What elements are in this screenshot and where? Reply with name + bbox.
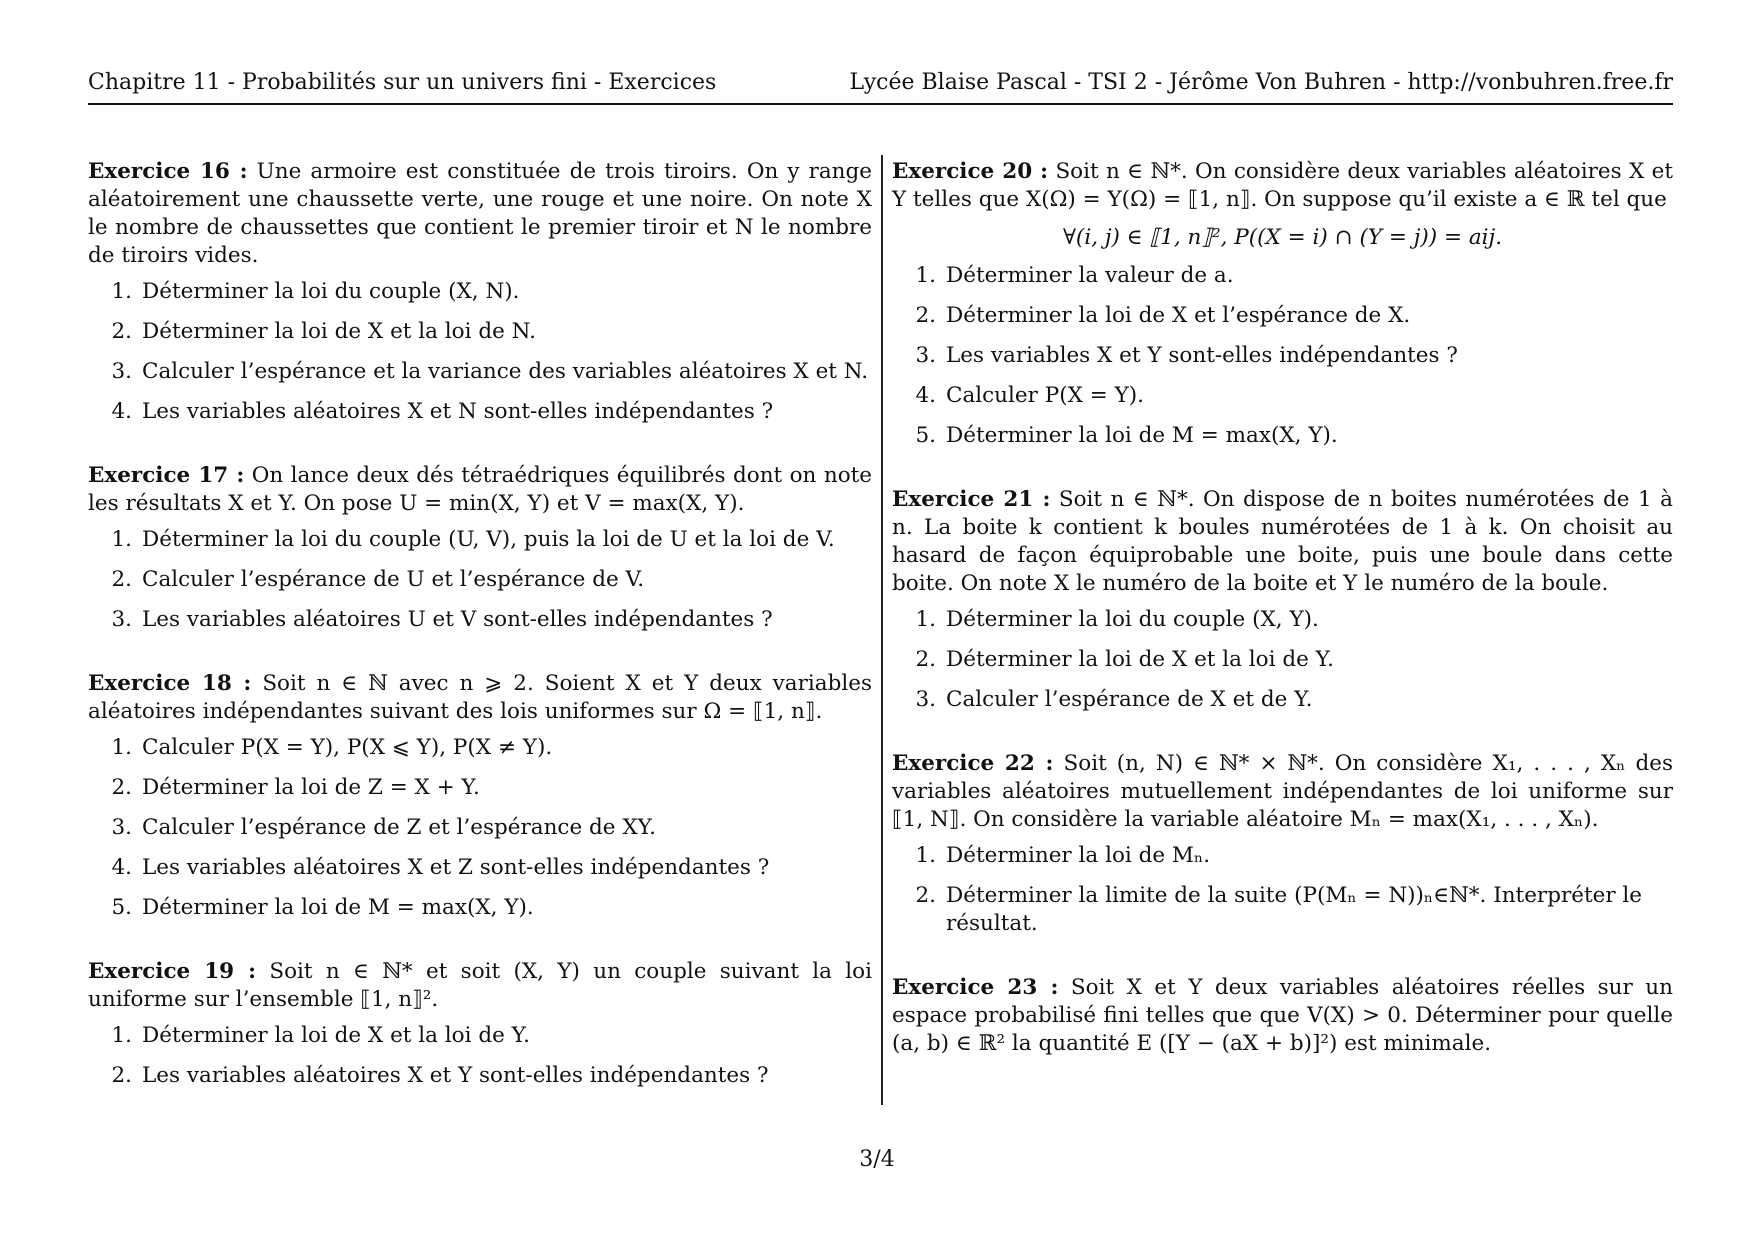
question-item bbox=[892, 382, 1673, 410]
display-equation: ∀(i, j) ∈ ⟦1, n⟧², P((X = i) ∩ (Y = j)) = aij. bbox=[1062, 225, 1503, 250]
question-number: 5. bbox=[111, 895, 132, 920]
question-number: 1. bbox=[111, 527, 132, 552]
right-column bbox=[892, 158, 1673, 1094]
question-item bbox=[88, 398, 872, 426]
exercise-intro: Soit n ∈ ℕ* et soit (X, Y) un couple suivant la loi uniforme sur l’ensemble ⟦1, n⟧². bbox=[88, 959, 872, 1012]
question-number: 2. bbox=[111, 1063, 132, 1088]
question-item bbox=[88, 606, 872, 634]
exercise-title: Exercice 16 : bbox=[88, 159, 248, 184]
page-header bbox=[88, 70, 1673, 105]
question-number: 1. bbox=[915, 263, 936, 288]
question-item bbox=[88, 1022, 872, 1050]
exercise-statement bbox=[892, 974, 1673, 1058]
exercise-statement bbox=[892, 486, 1673, 598]
question-item bbox=[88, 566, 872, 594]
exercise-block bbox=[88, 462, 872, 634]
exercise-block bbox=[892, 974, 1673, 1058]
question-number: 4. bbox=[111, 855, 132, 880]
left-column bbox=[88, 158, 872, 1126]
question-number: 1. bbox=[915, 607, 936, 632]
question-list bbox=[88, 278, 872, 426]
question-number: 5. bbox=[915, 423, 936, 448]
exercise-block bbox=[892, 486, 1673, 714]
question-item bbox=[88, 894, 872, 922]
question-number: 3. bbox=[915, 687, 936, 712]
exercise-title: Exercice 20 : bbox=[892, 159, 1049, 184]
exercise-title: Exercice 21 : bbox=[892, 487, 1051, 512]
question-number: 2. bbox=[915, 303, 936, 328]
question-item bbox=[892, 686, 1673, 714]
question-number: 3. bbox=[111, 815, 132, 840]
question-text: Les variables aléatoires U et V sont-elles indépendantes ? bbox=[142, 607, 773, 632]
question-item bbox=[88, 278, 872, 306]
question-item bbox=[892, 422, 1673, 450]
question-text: Calculer l’espérance de U et l’espérance de V. bbox=[142, 567, 645, 592]
question-text: Déterminer la loi de Z = X + Y. bbox=[142, 775, 480, 800]
question-text: Les variables aléatoires X et Z sont-elles indépendantes ? bbox=[142, 855, 770, 880]
question-item bbox=[892, 342, 1673, 370]
question-item bbox=[892, 646, 1673, 674]
exercise-title: Exercice 22 : bbox=[892, 751, 1054, 776]
question-list bbox=[892, 262, 1673, 450]
question-item bbox=[88, 1062, 872, 1090]
question-item bbox=[88, 774, 872, 802]
question-item bbox=[892, 606, 1673, 634]
question-list bbox=[88, 1022, 872, 1090]
question-number: 2. bbox=[111, 775, 132, 800]
question-text: Les variables aléatoires X et N sont-elles indépendantes ? bbox=[142, 399, 774, 424]
question-item bbox=[88, 526, 872, 554]
question-item bbox=[88, 854, 872, 882]
question-text: Déterminer la loi de X et l’espérance de X. bbox=[946, 303, 1411, 328]
exercise-block bbox=[88, 670, 872, 922]
exercise-intro: Soit n ∈ ℕ*. On considère deux variables aléatoires X et Y telles que X(Ω) = Y(Ω) = ⟦1, n⟧. On suppose qu’il existe a ∈ ℝ tel que bbox=[892, 159, 1673, 212]
question-text: Calculer P(X = Y), P(X ⩽ Y), P(X ≠ Y). bbox=[142, 735, 553, 760]
question-list bbox=[892, 606, 1673, 714]
question-text: Calculer l’espérance de Z et l’espérance de XY. bbox=[142, 815, 656, 840]
exercise-title: Exercice 17 : bbox=[88, 463, 245, 488]
page-number: 3/4 bbox=[859, 1147, 895, 1172]
question-text: Déterminer la loi de Mₙ. bbox=[946, 843, 1211, 868]
question-item bbox=[88, 814, 872, 842]
question-text: Déterminer la valeur de a. bbox=[946, 263, 1234, 288]
column-divider bbox=[881, 155, 883, 1105]
question-number: 3. bbox=[111, 359, 132, 384]
exercise-statement bbox=[88, 670, 872, 726]
exercise-statement bbox=[892, 750, 1673, 834]
question-text: Déterminer la loi du couple (U, V), puis la loi de U et la loi de V. bbox=[142, 527, 835, 552]
question-number: 3. bbox=[915, 343, 936, 368]
exercise-statement bbox=[88, 158, 872, 270]
question-number: 2. bbox=[915, 883, 936, 908]
header-author-info: Lycée Blaise Pascal - TSI 2 - Jérôme Von Buhren - http://vonbuhren.free.fr bbox=[849, 70, 1673, 95]
question-text: Calculer l’espérance et la variance des variables aléatoires X et N. bbox=[142, 359, 869, 384]
exercise-statement bbox=[892, 158, 1673, 214]
question-number: 2. bbox=[111, 567, 132, 592]
question-item bbox=[88, 318, 872, 346]
exercise-intro: Soit X et Y deux variables aléatoires réelles sur un espace probabilisé fini telles que que V(X) > 0. Déterminer pour quelle (a, b) ∈ ℝ² la quantité E ([Y − (aX + b)]²) est minimale. bbox=[892, 975, 1673, 1056]
question-number: 4. bbox=[111, 399, 132, 424]
exercise-block bbox=[88, 158, 872, 426]
question-item bbox=[88, 734, 872, 762]
question-list bbox=[88, 734, 872, 922]
question-number: 1. bbox=[111, 735, 132, 760]
question-text: Calculer P(X = Y). bbox=[946, 383, 1145, 408]
question-item bbox=[892, 262, 1673, 290]
question-number: 2. bbox=[915, 647, 936, 672]
question-text: Les variables aléatoires X et Y sont-elles indépendantes ? bbox=[142, 1063, 769, 1088]
question-text: Déterminer la loi de X et la loi de Y. bbox=[142, 1023, 530, 1048]
exercise-intro: Soit (n, N) ∈ ℕ* × ℕ*. On considère X₁, . . . , Xₙ des variables aléatoires mutuellement indépendantes de loi uniforme sur ⟦1, N⟧. On considère la variable aléatoire Mₙ = max(X₁, . . . , Xₙ). bbox=[892, 751, 1673, 832]
question-item bbox=[892, 302, 1673, 330]
question-number: 3. bbox=[111, 607, 132, 632]
question-text: Déterminer la limite de la suite (P(Mₙ = N))ₙ∈ℕ*. Interpréter le résultat. bbox=[946, 883, 1643, 936]
exercise-intro: Soit n ∈ ℕ*. On dispose de n boites numérotées de 1 à n. La boite k contient k boules numérotées de 1 à k. On choisit au hasard de façon équiprobable une boite, puis une boule dans cette boite. On note X le numéro de la boite et Y le numéro de la boule. bbox=[892, 487, 1673, 596]
exercise-title: Exercice 19 : bbox=[88, 959, 257, 984]
exercise-title: Exercice 18 : bbox=[88, 671, 252, 696]
question-text: Déterminer la loi de X et la loi de N. bbox=[142, 319, 536, 344]
exercise-intro: Une armoire est constituée de trois tiroirs. On y range aléatoirement une chaussette verte, une rouge et une noire. On note X le nombre de chaussettes que contient le premier tiroir et N le nombre de tiroirs vides. bbox=[88, 159, 873, 268]
question-number: 1. bbox=[111, 1023, 132, 1048]
exercise-statement bbox=[88, 462, 872, 518]
question-number: 4. bbox=[915, 383, 936, 408]
question-text: Calculer l’espérance de X et de Y. bbox=[946, 687, 1313, 712]
header-chapter-title: Chapitre 11 - Probabilités sur un univers fini - Exercices bbox=[88, 70, 717, 95]
question-text: Déterminer la loi du couple (X, Y). bbox=[946, 607, 1319, 632]
question-item bbox=[88, 358, 872, 386]
exercise-intro: On lance deux dés tétraédriques équilibrés dont on note les résultats X et Y. On pose U = min(X, Y) et V = max(X, Y). bbox=[88, 463, 873, 516]
exercise-intro: Soit n ∈ ℕ avec n ⩾ 2. Soient X et Y deux variables aléatoires indépendantes suivant des lois uniformes sur Ω = ⟦1, n⟧. bbox=[88, 671, 872, 724]
question-text: Déterminer la loi de M = max(X, Y). bbox=[142, 895, 534, 920]
question-item bbox=[892, 882, 1673, 938]
question-text: Les variables X et Y sont-elles indépendantes ? bbox=[946, 343, 1458, 368]
question-text: Déterminer la loi du couple (X, N). bbox=[142, 279, 520, 304]
question-number: 2. bbox=[111, 319, 132, 344]
question-list bbox=[88, 526, 872, 634]
exercise-block bbox=[88, 958, 872, 1090]
question-number: 1. bbox=[915, 843, 936, 868]
question-text: Déterminer la loi de X et la loi de Y. bbox=[946, 647, 1334, 672]
exercise-block bbox=[892, 750, 1673, 938]
exercise-title: Exercice 23 : bbox=[892, 975, 1059, 1000]
exercise-block bbox=[892, 158, 1673, 450]
question-item bbox=[892, 842, 1673, 870]
question-number: 1. bbox=[111, 279, 132, 304]
question-list bbox=[892, 842, 1673, 938]
exercise-statement bbox=[88, 958, 872, 1014]
question-text: Déterminer la loi de M = max(X, Y). bbox=[946, 423, 1338, 448]
